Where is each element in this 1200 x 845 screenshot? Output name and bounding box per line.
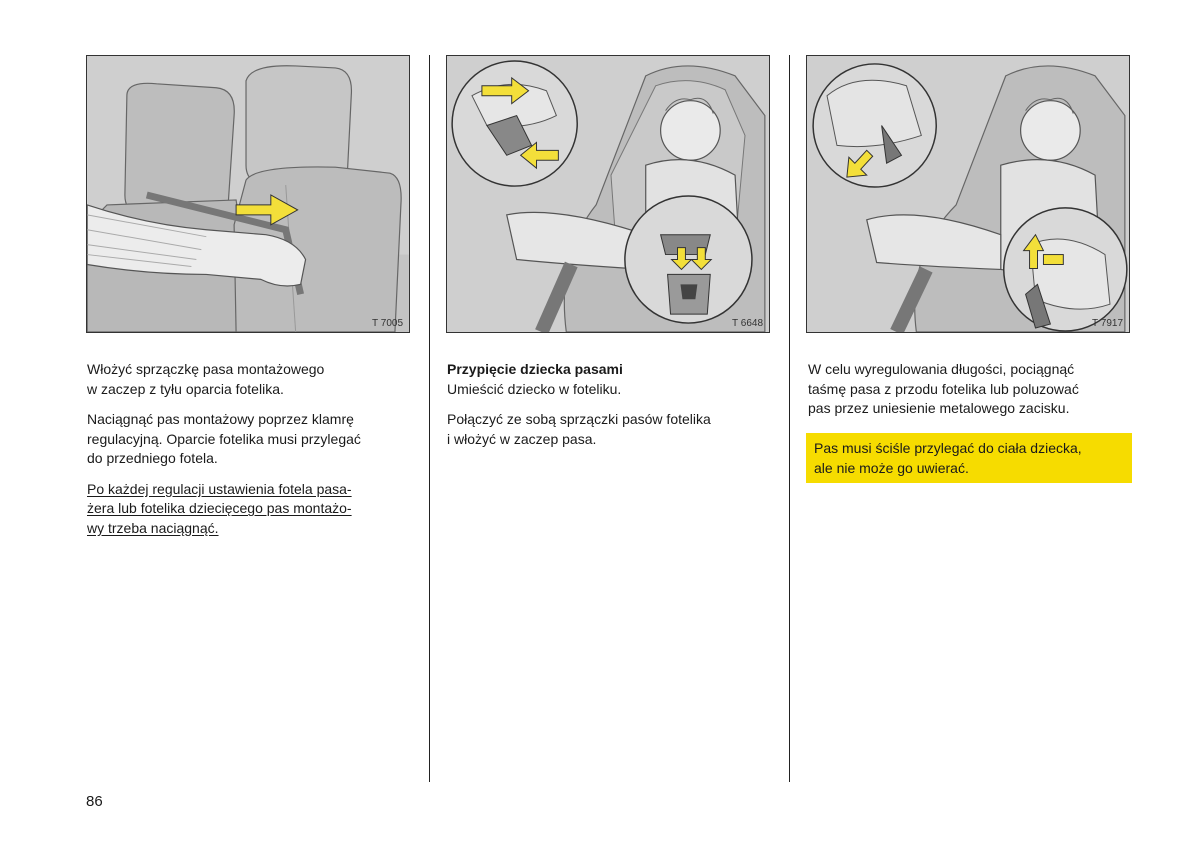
child-seat-belt-tensioning-illustration xyxy=(87,56,409,332)
figure-harness-buckle xyxy=(446,55,770,333)
figure-code: T 7005 xyxy=(372,318,403,329)
child-harness-buckle-illustration xyxy=(447,56,769,332)
warning-box: Pas musi ściśle przylegać do ciała dziecka, ale nie może go uwierać. xyxy=(806,433,1132,483)
column-divider xyxy=(429,55,430,782)
harness-length-adjustment-illustration xyxy=(807,56,1129,332)
instruction-text: Umieścić dziecko w foteliku. xyxy=(447,380,622,397)
figure-seat-belt-tensioning xyxy=(86,55,410,333)
column-3-text xyxy=(808,360,1138,430)
page-number: 86 xyxy=(86,793,103,810)
figure-code: T 6648 xyxy=(732,318,763,329)
figure-harness-adjustment xyxy=(806,55,1130,333)
underlined-note: Po każdej regulacji ustawienia fotela pasa- żera lub fotelika dziecięcego pas montażo- wy trzeba naciągnąć. xyxy=(87,480,352,536)
column-divider xyxy=(789,55,790,782)
figure-code: T 7917 xyxy=(1092,318,1123,329)
column-2-text xyxy=(447,360,777,460)
instruction-paragraph: Włożyć sprzączkę pasa montażowego w zaczep z tyłu oparcia fotelika. xyxy=(87,361,325,397)
instruction-paragraph: W celu wyregulowania długości, pociągnąć taśmę pasa z przodu fotelika lub poluzować pas przez uniesienie metalowego zacisku. xyxy=(808,361,1079,416)
instruction-paragraph: Połączyć ze sobą sprzączki pasów fotelika i włożyć w zaczep pasa. xyxy=(447,411,711,447)
instruction-paragraph: Naciągnąć pas montażowy poprzez klamrę regulacyjną. Oparcie fotelika musi przylegać do przedniego fotela. xyxy=(87,411,361,466)
column-1-text xyxy=(87,360,417,549)
section-heading: Przypięcie dziecka pasami xyxy=(447,361,623,377)
